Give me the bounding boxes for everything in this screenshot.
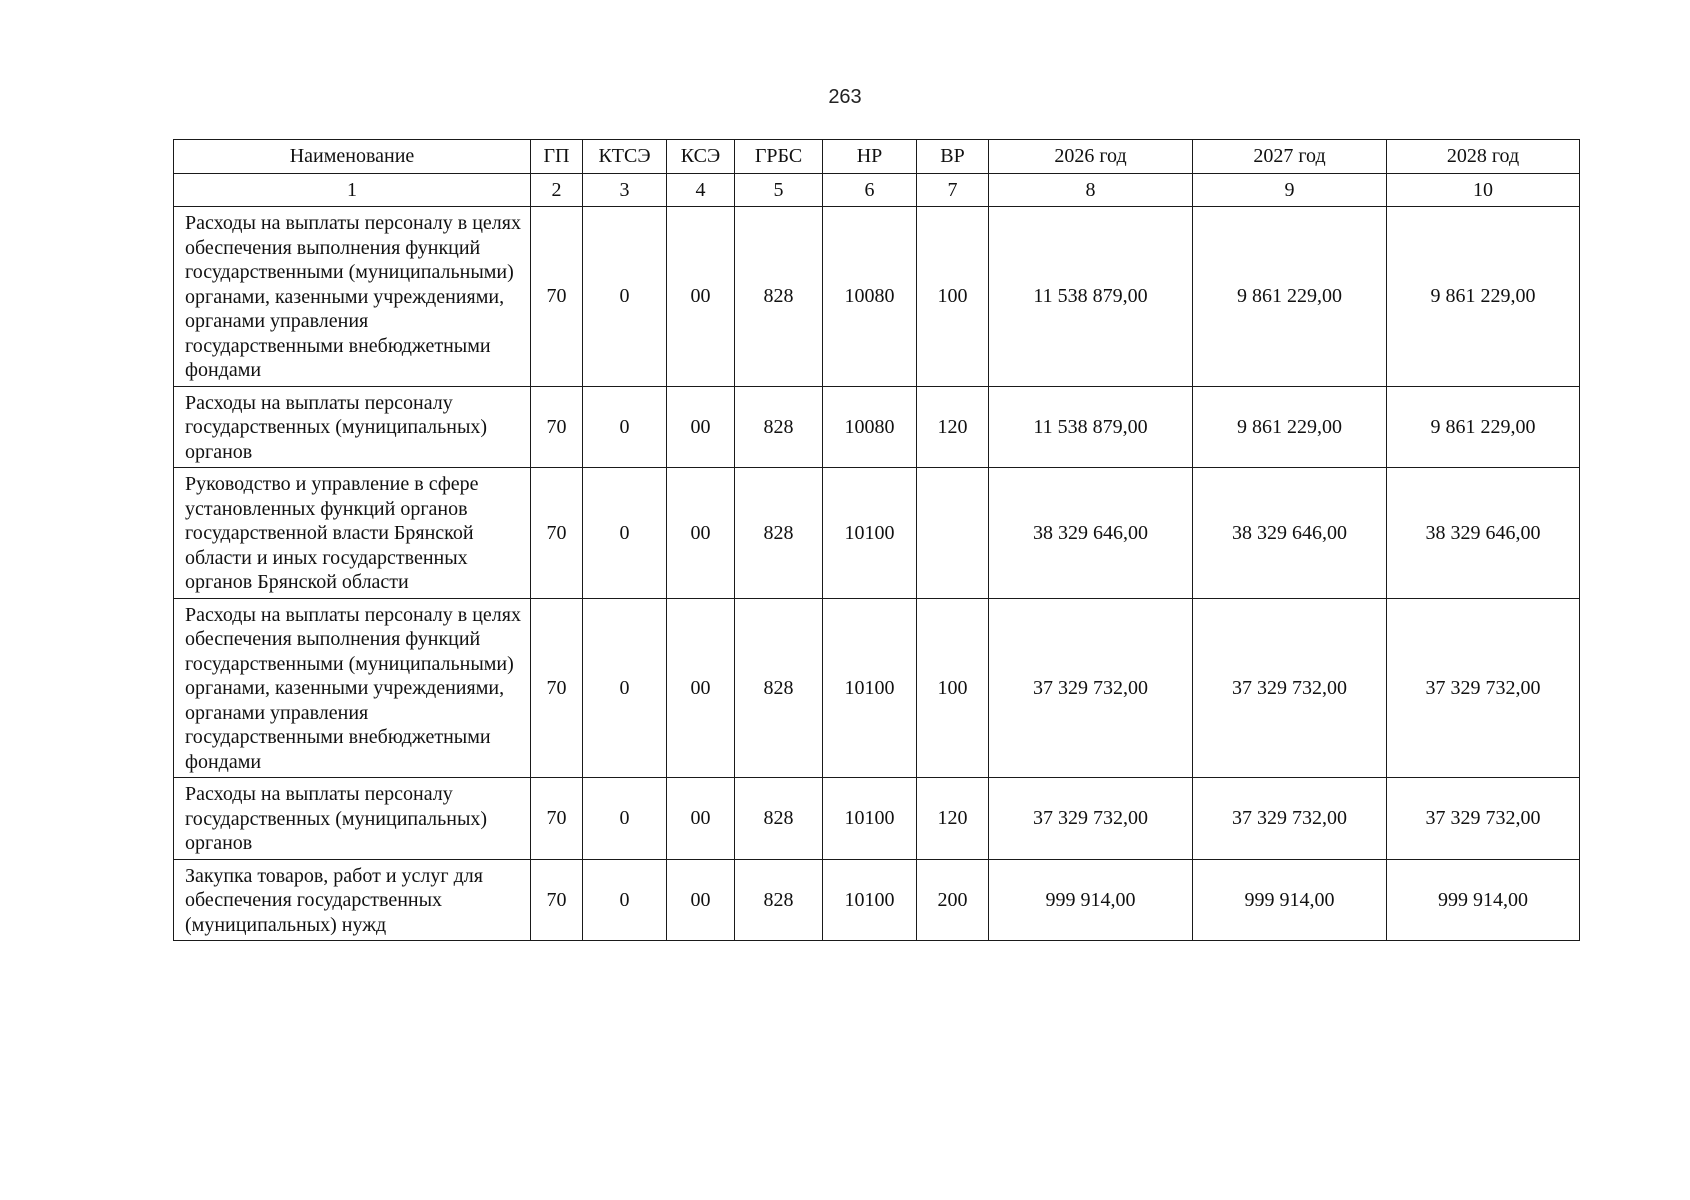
amount-2028-cell: 38 329 646,00: [1387, 468, 1580, 599]
kse-cell: 00: [667, 386, 735, 468]
gp-cell: 70: [531, 598, 583, 778]
header-cell-kse: КСЭ: [667, 140, 735, 174]
kse-cell: 00: [667, 598, 735, 778]
page-number: 263: [828, 86, 862, 108]
nr-cell: 10100: [823, 778, 917, 860]
header-cell-gp: ГП: [531, 140, 583, 174]
vr-cell: 120: [917, 778, 989, 860]
vr-cell: 100: [917, 207, 989, 387]
row-name-cell: Расходы на выплаты персоналу государственных (муниципальных) органов: [174, 386, 531, 468]
table-row: [174, 598, 1580, 778]
amount-2026-cell: 38 329 646,00: [989, 468, 1193, 599]
header-cell-vr: ВР: [917, 140, 989, 174]
header-cell-2027: 2027 год: [1193, 140, 1387, 174]
column-number: 7: [917, 174, 989, 207]
table-row: [174, 778, 1580, 860]
grbs-cell: 828: [735, 598, 823, 778]
table-row: [174, 468, 1580, 599]
header-row: [174, 140, 1580, 174]
row-name-cell: Руководство и управление в сфере установленных функций органов государственной власти Брянской области и иных государственных органов Брянской области: [174, 468, 531, 599]
amount-2027-cell: 9 861 229,00: [1193, 386, 1387, 468]
column-number-row: [174, 174, 1580, 207]
amount-2027-cell: 9 861 229,00: [1193, 207, 1387, 387]
vr-cell: 200: [917, 859, 989, 941]
amount-2028-cell: 37 329 732,00: [1387, 778, 1580, 860]
header-cell-nr: НР: [823, 140, 917, 174]
row-name-cell: Расходы на выплаты персоналу в целях обеспечения выполнения функций государственными (муниципальными) органами, казенными учреждениями, органами управления государственными внебюджетными фондами: [174, 207, 531, 387]
amount-2028-cell: 9 861 229,00: [1387, 386, 1580, 468]
vr-cell: 120: [917, 386, 989, 468]
grbs-cell: 828: [735, 468, 823, 599]
gp-cell: 70: [531, 386, 583, 468]
amount-2027-cell: 999 914,00: [1193, 859, 1387, 941]
amount-2028-cell: 999 914,00: [1387, 859, 1580, 941]
column-number: 8: [989, 174, 1193, 207]
vr-cell: [917, 468, 989, 599]
ktse-cell: 0: [583, 859, 667, 941]
kse-cell: 00: [667, 207, 735, 387]
amount-2026-cell: 37 329 732,00: [989, 778, 1193, 860]
amount-2026-cell: 11 538 879,00: [989, 386, 1193, 468]
grbs-cell: 828: [735, 386, 823, 468]
grbs-cell: 828: [735, 207, 823, 387]
gp-cell: 70: [531, 468, 583, 599]
nr-cell: 10100: [823, 859, 917, 941]
header-cell-2028: 2028 год: [1387, 140, 1580, 174]
nr-cell: 10100: [823, 598, 917, 778]
kse-cell: 00: [667, 468, 735, 599]
column-number: 10: [1387, 174, 1580, 207]
row-name-cell: Расходы на выплаты персоналу государственных (муниципальных) органов: [174, 778, 531, 860]
column-number: 1: [174, 174, 531, 207]
gp-cell: 70: [531, 207, 583, 387]
amount-2028-cell: 9 861 229,00: [1387, 207, 1580, 387]
vr-cell: 100: [917, 598, 989, 778]
ktse-cell: 0: [583, 468, 667, 599]
gp-cell: 70: [531, 859, 583, 941]
ktse-cell: 0: [583, 386, 667, 468]
table-row: [174, 859, 1580, 941]
table-row: [174, 207, 1580, 387]
column-number: 9: [1193, 174, 1387, 207]
ktse-cell: 0: [583, 598, 667, 778]
column-number: 2: [531, 174, 583, 207]
column-number: 3: [583, 174, 667, 207]
amount-2026-cell: 11 538 879,00: [989, 207, 1193, 387]
header-cell-grbs: ГРБС: [735, 140, 823, 174]
amount-2026-cell: 999 914,00: [989, 859, 1193, 941]
column-number: 6: [823, 174, 917, 207]
budget-table: [173, 139, 1580, 941]
kse-cell: 00: [667, 859, 735, 941]
ktse-cell: 0: [583, 207, 667, 387]
amount-2028-cell: 37 329 732,00: [1387, 598, 1580, 778]
grbs-cell: 828: [735, 859, 823, 941]
ktse-cell: 0: [583, 778, 667, 860]
amount-2027-cell: 37 329 732,00: [1193, 598, 1387, 778]
header-cell-name: Наименование: [174, 140, 531, 174]
row-name-cell: Расходы на выплаты персоналу в целях обеспечения выполнения функций государственными (муниципальными) органами, казенными учреждениями, органами управления государственными внебюджетными фондами: [174, 598, 531, 778]
table-row: [174, 386, 1580, 468]
column-number: 4: [667, 174, 735, 207]
header-cell-2026: 2026 год: [989, 140, 1193, 174]
kse-cell: 00: [667, 778, 735, 860]
amount-2027-cell: 38 329 646,00: [1193, 468, 1387, 599]
gp-cell: 70: [531, 778, 583, 860]
nr-cell: 10100: [823, 468, 917, 599]
amount-2027-cell: 37 329 732,00: [1193, 778, 1387, 860]
column-number: 5: [735, 174, 823, 207]
amount-2026-cell: 37 329 732,00: [989, 598, 1193, 778]
nr-cell: 10080: [823, 207, 917, 387]
nr-cell: 10080: [823, 386, 917, 468]
row-name-cell: Закупка товаров, работ и услуг для обеспечения государственных (муниципальных) нужд: [174, 859, 531, 941]
grbs-cell: 828: [735, 778, 823, 860]
header-cell-ktse: КТСЭ: [583, 140, 667, 174]
